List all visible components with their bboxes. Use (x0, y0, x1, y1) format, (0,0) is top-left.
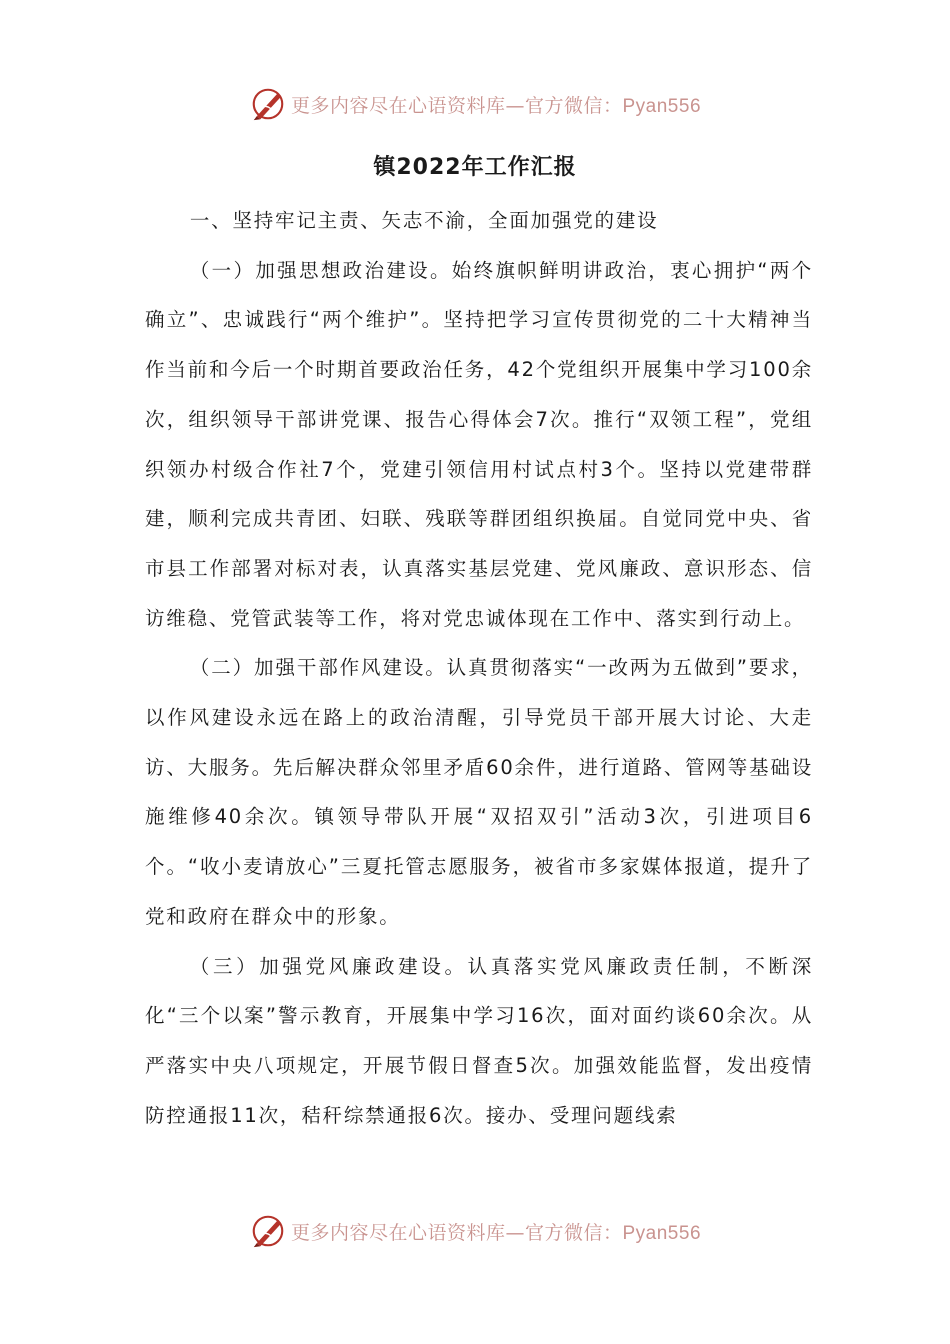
document-body (145, 196, 813, 1140)
pen-circle-logo-icon (249, 1212, 287, 1250)
paragraph: （三）加强党风廉政建设。认真落实党风廉政责任制，不断深化“三个以案”警示教育，开展集中学习16次，面对面约谈60余次。从严落实中央八项规定，开展节假日督查5次。加强效能监督，发出疫情防控通报11次，秸秆综禁通报6次。接办、受理问题线索 (145, 954, 813, 1127)
watermark-prefix: 更多内容尽在心语资料库—官方微信： (290, 94, 623, 117)
section-heading: 一、坚持牢记主责、矢志不渝，全面加强党的建设 (189, 209, 659, 232)
watermark-contact: Pyan556 (622, 95, 702, 117)
watermark-contact: Pyan556 (622, 1222, 702, 1244)
watermark-footer (0, 1211, 950, 1251)
paragraph: （一）加强思想政治建设。始终旗帜鲜明讲政治，衷心拥护“两个确立”、忠诚践行“两个维护”。坚持把学习宣传贯彻党的二十大精神当作当前和今后一个时期首要政治任务，42个党组织开展集中学习100余次，组织领导干部讲党课、报告心得体会7次。推行“双领工程”，党组织领办村级合作社7个，党建引领信用村试点村3个。坚持以党建带群建，顺利完成共青团、妇联、残联等群团组织换届。自觉同党中央、省市县工作部署对标对表，认真落实基层党建、党风廉政、意识形态、信访维稳、党管武装等工作，将对党忠诚体现在工作中、落实到行动上。 (145, 258, 813, 630)
paragraph: （二）加强干部作风建设。认真贯彻落实“一改两为五做到”要求，以作风建设永远在路上的政治清醒，引导党员干部开展大讨论、大走访、大服务。先后解决群众邻里矛盾60余件，进行道路、管网等基础设施维修40余次。镇领导带队开展“双招双引”活动3次，引进项目6个。“收小麦请放心”三夏托管志愿服务，被省市多家媒体报道，提升了党和政府在群众中的形象。 (145, 656, 813, 928)
watermark-text (291, 91, 701, 118)
watermark-text (291, 1218, 701, 1245)
watermark-header (0, 84, 950, 124)
document-title: 镇2022年工作汇报 (373, 155, 577, 180)
pen-circle-logo-icon (249, 85, 287, 123)
watermark-prefix: 更多内容尽在心语资料库—官方微信： (290, 1221, 623, 1244)
